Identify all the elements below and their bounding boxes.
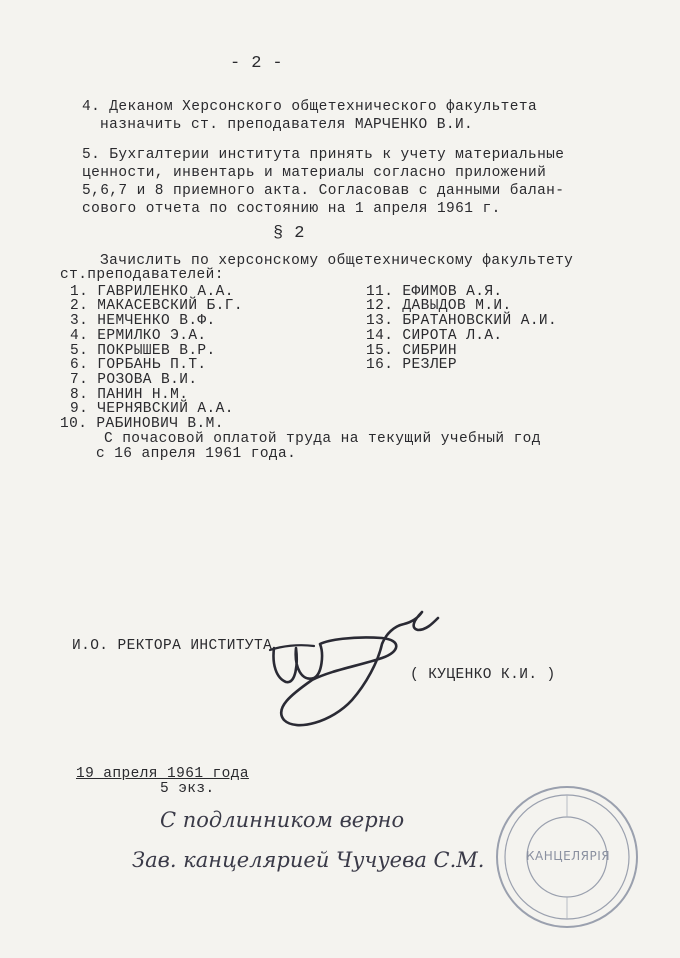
enrollment-line-1: Зачислить по херсонскому общетехническому факультету [100,253,574,269]
list-item: 16. РЕЗЛЕР [366,357,458,373]
payment-line-2: с 16 апреля 1961 года. [96,446,297,462]
list-item: 1. ГАВРИЛЕНКО А.А. [70,284,234,300]
list-item: 5. ПОКРЫШЕВ В.Р. [70,343,216,359]
list-item: 12. ДАВЫДОВ М.И. [366,298,512,314]
section-mark: § 2 [273,224,305,243]
list-item: 7. РОЗОВА В.И. [70,372,198,388]
list-item: 11. ЕФИМОВ А.Я. [366,284,503,300]
item-5-line-4: сового отчета по состоянию на 1 апреля 1961 г. [82,201,501,217]
office-stamp [492,782,642,932]
list-item: 10. РАБИНОВИЧ В.М. [60,416,224,432]
handwritten-clerk: Зав. канцелярией Чучуева С.М. [132,848,485,872]
signatory-name: ( КУЦЕНКО К.И. ) [410,667,556,683]
handwritten-certification: С подлинником верно [160,808,405,832]
signatory-title: И.О. РЕКТОРА ИНСТИТУТА [72,638,273,654]
payment-line-1: С почасовой оплатой труда на текущий учебный год [104,431,541,447]
list-item: 6. ГОРБАНЬ П.Т. [70,357,207,373]
list-item: 4. ЕРМИЛКО Э.А. [70,328,207,344]
page-number: - 2 - [230,54,284,73]
item-4-line-1: 4. Деканом Херсонского общетехнического факультета [82,99,538,115]
stamp-center-text: КАНЦЕЛЯРІЯ [526,849,611,863]
list-item: 8. ПАНИН Н.М. [70,387,189,403]
item-4-line-2: назначить ст. преподавателя МАРЧЕНКО В.И. [100,117,474,133]
enrollment-line-2: ст.преподавателей: [60,267,224,283]
list-item: 2. МАКАСЕВСКИЙ Б.Г. [70,298,243,314]
copies-count: 5 экз. [160,781,215,797]
list-item: 13. БРАТАНОВСКИЙ А.И. [366,313,558,329]
list-item: 15. СИБРИН [366,343,458,359]
item-5-line-3: 5,6,7 и 8 приемного акта. Согласовав с данными балан- [82,183,565,199]
item-5-line-1: 5. Бухгалтерии института принять к учету материальные [82,147,565,163]
list-item: 9. ЧЕРНЯВСКИЙ А.А. [70,401,234,417]
list-item: 14. СИРОТА Л.А. [366,328,503,344]
list-item: 3. НЕМЧЕНКО В.Ф. [70,313,216,329]
item-5-line-2: ценности, инвентарь и материалы согласно приложений [82,165,547,181]
document-date: 19 апреля 1961 года [76,766,249,782]
